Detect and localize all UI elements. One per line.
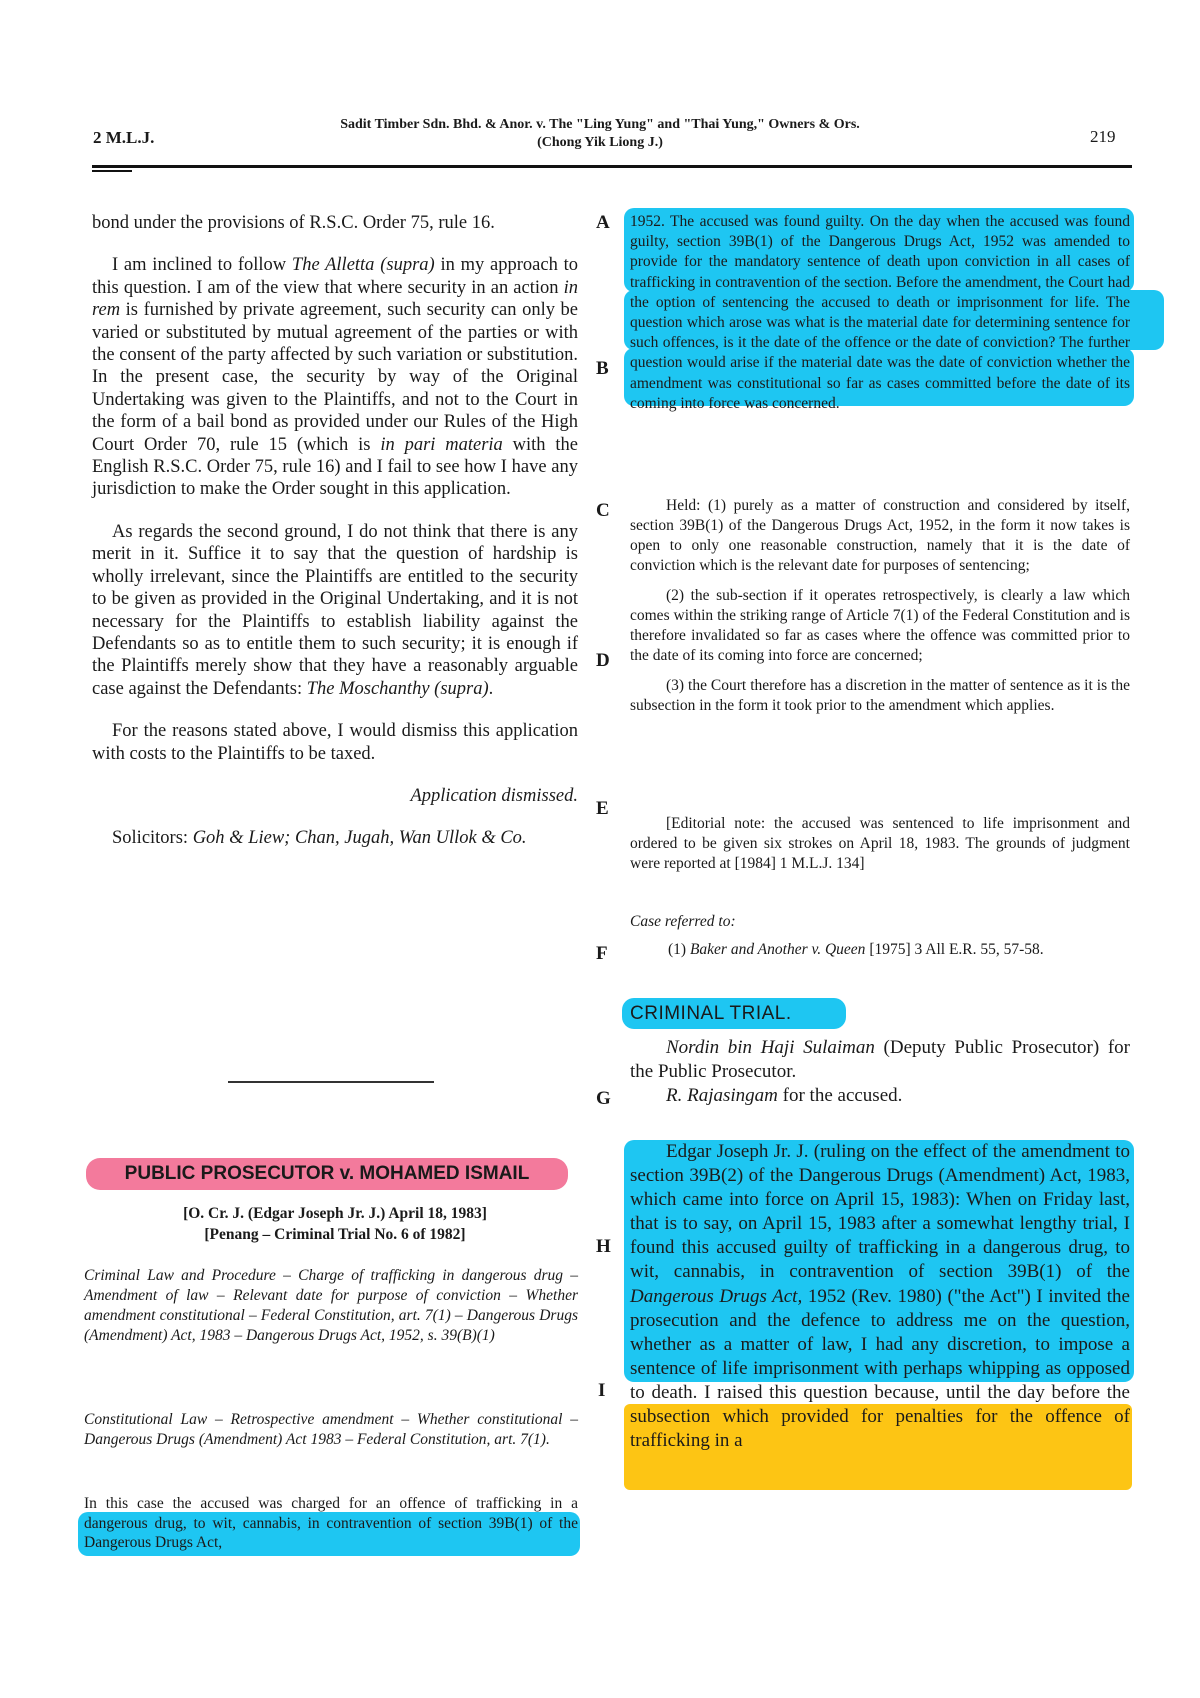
case-citation [92,1203,578,1245]
counsel-prosecution [630,1036,1130,1084]
p2-text-d: with the English R.S.C. Order 75, rule 16) and I fail to see how I have any jurisdiction to make the Order sought in this application. [92,434,578,500]
running-title [270,116,930,152]
citation-line1: [O. Cr. J. (Edgar Joseph Jr. J.) April 18, 1983] [183,1205,487,1222]
judgment-part-b: 1952 (Rev. 1980) ("the Act") I invited the prosecution and the defence to address me on the question, [630,1285,1130,1331]
case-title: PUBLIC PROSECUTOR v. MOHAMED ISMAIL [86,1158,568,1190]
solicitors-names: Goh & Liew; Chan, Jugah, Wan Ullok & Co. [192,828,527,849]
judgment-text [630,1140,1130,1453]
paragraph-2 [92,254,578,500]
held-1: Held: (1) purely as a matter of construction and considered by itself, section 39B(1) of the Dangerous Drugs Act, 1952, in the form it now takes is open to only one reasonable construction, namely that it is the date of conviction which is the relevant date for purposes of sentencing; [630,497,1130,574]
header-rule-accent [92,170,132,172]
criminal-trial-heading: CRIMINAL TRIAL. [622,998,846,1029]
case-name-moschanthy: The Moschanthy (supra) [306,678,489,699]
case-name-alletta: The Alletta (supra) [291,255,435,276]
solicitors-label: Solicitors: [112,828,193,849]
counsel-defence [630,1084,1130,1108]
paragraph-3 [92,521,578,700]
facts-left: In this case the accused was charged for an offence of trafficking in a dangerous drug, to wit, cannabis, in contravention of section 39B(1) of the Dangerous Drugs Act, [84,1495,578,1551]
term-in-rem: in rem [92,277,578,321]
judgment-act-name: Dangerous Drugs Act, [630,1285,803,1307]
solicitors-line [92,827,578,849]
case-ref-citation: [1975] 3 All E.R. 55, 57-58. [865,941,1044,958]
judgment-part-c: I raised this question because, until the day before the subsection which provided for penalties for the offence of trafficking in a [630,1381,1130,1452]
catchwords-criminal: Criminal Law and Procedure – Charge of trafficking in dangerous drug – Amendment of law – Relevant date for purpose of conviction – Whether amendment constitutional – Federal Constitution, art. 7(1) – Dangerous Drugs (Amendment) Act, 1983 – Dangerous Drugs Act, 1952, s. 39(B)(1) [84,1267,578,1344]
cases-referred-label: Case referred to: [630,913,736,930]
citation-line2: [Penang – Criminal Trial No. 6 of 1982] [204,1226,466,1243]
held-3: (3) the Court therefore has a discretion in the matter of sentence as it is the subsection in the form it took prior to the amendment which applies. [630,677,1130,714]
judgment-highlighted-question: whether as a matter of law, I had any discretion, to impose a sentence of life imprisonment with perhaps whipping as opposed to death. [630,1333,1130,1403]
margin-letter-e: E [596,798,609,819]
case-ref-number: (1) [668,941,690,958]
p3-text-b: . [488,678,494,699]
running-title-line2: (Chong Yik Liong J.) [537,135,663,150]
case-reference [668,940,1130,960]
case-ref-name: Baker and Another v. Queen [689,941,866,958]
journal-volume: 2 M.L.J. [93,128,155,147]
held-2: (2) the sub-section if it operates retrospectively, is clearly a law which comes within the striking range of Article 7(1) of the Federal Constitution and is therefore invalidated so far as cases where the offence was committed prior to the date of its coming into force are concerned; [630,587,1130,664]
held-section [630,496,1130,726]
margin-letter-b: B [596,358,609,379]
margin-letter-g: G [596,1088,611,1109]
editorial-note: [Editorial note: the accused was sentenced to life imprisonment and ordered to be given six strokes on April 18, 1983. The grounds of judgment were reported at [1984] 1 M.L.J. 134] [630,815,1130,872]
p3-text-a: As regards the second ground, I do not think that there is any merit in it. Suffice it to say that the question of hardship is wholly irrelevant, since the Plaintiffs are entitled to the security to be given as provided in the Original Undertaking, and it is not necessary for the Plaintiffs to establish liability against the Defendants so as to entitle them to such security; it is enough if the Plaintiffs merely show that they have a reasonably arguable case against the Defendants: [92,521,578,699]
facts-right: 1952. The accused was found guilty. On the day when the accused was found guilty, section 39B(1) of the Dangerous Drugs Act, 1952 was amended to provide for the mandatory sentence of death upon conviction in all cases of trafficking in contravention of the section. Before the amendment, the Court had the option of sentencing the accused to death or imprisonment for life. The question which arose was what is the material date for determining sentence for such offences, is it the date of the offence or the date of conviction? The further question would arise if the material date was the date of conviction whether the amendment was constitutional so far as cases committed before the date of its coming into force was concerned. [630,213,1130,412]
margin-letter-f: F [596,943,608,964]
page-number: 219 [1090,127,1116,146]
margin-letter-h: H [596,1236,611,1257]
counsel2-name: R. Rajasingam [666,1085,778,1106]
result-line: Application dismissed. [410,785,578,806]
paragraph-1: bond under the provisions of R.S.C. Order 75, rule 16. [92,213,495,233]
counsel1-name: Nordin bin Haji Sulaiman [666,1037,875,1058]
p2-text-c: is furnished by private agreement, such security can only be varied or substituted by mutual agreement of the parties or with the consent of the party affected by such variation or substitution. In the present case, the security by way of the Original Undertaking was given to the Plaintiffs, and not to the Court in the form of a bail bond as provided under our Rules of the High Court Order 70, rule 15 (which is [92,300,578,455]
left-column-text [92,212,578,870]
margin-letter-c: C [596,500,610,521]
catchwords-constitutional: Constitutional Law – Retrospective amendment – Whether constitutional – Dangerous Drugs (Amendment) Act 1983 – Federal Constitution, art. 7(1). [84,1411,578,1448]
margin-letter-d: D [596,650,610,671]
counsel1-role: (Deputy Public Prosecutor) for the Public Prosecutor. [630,1037,1130,1082]
p2-text-b: in my approach to this question. I am of the view that where security in an action [92,255,578,298]
margin-letter-a: A [596,212,610,233]
counsel-section [630,1036,1130,1108]
running-title-line1: Sadit Timber Sdn. Bhd. & Anor. v. The "Ling Yung" and "Thai Yung," Owners & Ors. [340,117,860,132]
case-divider [228,1081,434,1083]
paragraph-4: For the reasons stated above, I would dismiss this application with costs to the Plaintiffs to be taxed. [92,721,578,764]
counsel2-role: for the accused. [777,1085,903,1106]
term-in-pari-materia: in pari materia [380,434,503,455]
header-rule [92,165,1132,168]
margin-letter-i: I [598,1380,606,1401]
judgment-part-a: Edgar Joseph Jr. J. (ruling on the effect of the amendment to section 39B(2) of the Dangerous Drugs (Amendment) Act, 1983, which came into force on April 15, 1983): When on Friday last, that is to say, on April 15, 1983 after a somewhat lengthy trial, I found this accused guilty of trafficking in a dangerous drug, to wit, cannabis, in contravention of section 39B(1) of the [630,1141,1130,1283]
p2-text-a: I am inclined to follow [112,255,292,276]
